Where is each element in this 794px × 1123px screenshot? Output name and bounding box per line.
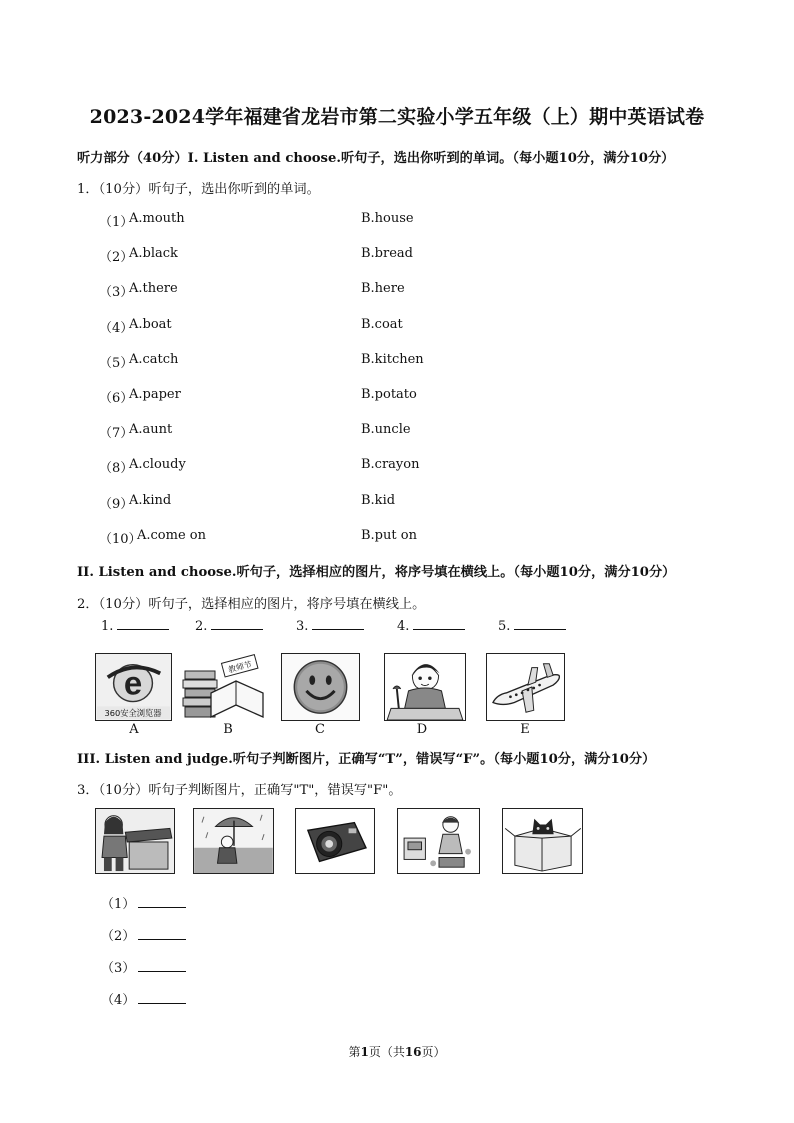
option-a[interactable]: A.catch <box>129 352 179 367</box>
picture-label-e: E <box>520 722 530 737</box>
answer-2[interactable]: （2） <box>101 925 186 944</box>
girl-kitchen-icon <box>397 808 480 874</box>
option-b[interactable]: B.bread <box>361 246 413 261</box>
picture-label-d: D <box>416 722 428 737</box>
option-b[interactable]: B.potato <box>361 387 417 402</box>
option-b[interactable]: B.kid <box>361 493 396 508</box>
option-a[interactable]: A.paper <box>129 387 181 402</box>
section-header-listen-choose: 听力部分（40分）I. Listen and choose.听句子，选出你听到的单词。（每小题10分，满分10分） <box>77 151 675 166</box>
question-1: 1．（10分）听句子，选出你听到的单词。 <box>77 182 320 197</box>
option-number: （6） <box>99 391 134 406</box>
blank-4[interactable]: 4. <box>397 617 465 634</box>
svg-text:教师节: 教师节 <box>227 659 253 675</box>
section-header-listen-judge: III. Listen and judge.听句子判断图片，正确写“T”，错误写“F”。（每小题10分，满分10分） <box>77 752 656 767</box>
option-a[interactable]: A.come on <box>137 528 206 543</box>
question-2: 2．（10分）听句子，选择相应的图片，将序号填在横线上。 <box>77 597 426 612</box>
section-header-picture-choose: II. Listen and choose.听句子，选择相应的图片，将序号填在横线上。（每小题10分，满分10分） <box>77 565 676 580</box>
option-b[interactable]: B.uncle <box>361 422 411 437</box>
girl-umbrella-icon <box>193 808 274 874</box>
page-title: 2023-2024学年福建省龙岩市第二实验小学五年级（上）期中英语试卷 <box>89 106 705 128</box>
picture-label-a: A <box>129 722 139 737</box>
option-b[interactable]: B.crayon <box>361 457 420 472</box>
cat-in-box-icon <box>502 808 583 874</box>
option-number: （8） <box>99 461 134 476</box>
option-a[interactable]: A.boat <box>129 317 172 332</box>
option-number: （5） <box>99 356 134 371</box>
option-number: （9） <box>99 497 134 512</box>
option-number: （7） <box>99 426 134 441</box>
question-3: 3．（10分）听句子判断图片，正确写"T"，错误写"F"。 <box>77 783 402 798</box>
option-b[interactable]: B.coat <box>361 317 403 332</box>
option-a[interactable]: A.kind <box>129 493 172 508</box>
blank-3[interactable]: 3. <box>296 617 364 634</box>
books-icon <box>181 653 266 721</box>
svg-text:e: e <box>123 664 143 702</box>
page-footer: 第1页（共16页） <box>348 1045 446 1059</box>
option-b[interactable]: B.kitchen <box>361 352 424 367</box>
option-a[interactable]: A.aunt <box>129 422 173 437</box>
option-b[interactable]: B.here <box>361 281 405 296</box>
blank-2[interactable]: 2. <box>195 617 263 634</box>
smiley-face-icon <box>281 653 360 721</box>
option-number: （2） <box>99 250 134 265</box>
blank-5[interactable]: 5. <box>498 617 566 634</box>
option-b[interactable]: B.put on <box>361 528 417 543</box>
boy-writing-icon <box>384 653 466 721</box>
answer-3[interactable]: （3） <box>101 957 186 976</box>
camera-icon <box>295 808 375 874</box>
option-b[interactable]: B.house <box>361 211 414 226</box>
blank-1[interactable]: 1. <box>101 617 169 634</box>
option-number: （4） <box>99 321 134 336</box>
option-number: （1） <box>99 215 134 230</box>
option-a[interactable]: A.cloudy <box>129 457 186 472</box>
picture-label-c: C <box>315 722 325 737</box>
option-a[interactable]: A.there <box>129 281 178 296</box>
picture-label-b: B <box>223 722 233 737</box>
girl-desk-icon <box>95 808 175 874</box>
answer-1[interactable]: （1） <box>101 893 186 912</box>
option-a[interactable]: A.black <box>129 246 178 261</box>
airplane-icon <box>486 653 565 721</box>
svg-text:360安全浏览器: 360安全浏览器 <box>104 708 162 719</box>
option-number: （10） <box>99 532 142 547</box>
option-a[interactable]: A.mouth <box>129 211 185 226</box>
browser-logo-icon <box>95 653 172 721</box>
answer-4[interactable]: （4） <box>101 989 186 1008</box>
option-number: （3） <box>99 285 134 300</box>
